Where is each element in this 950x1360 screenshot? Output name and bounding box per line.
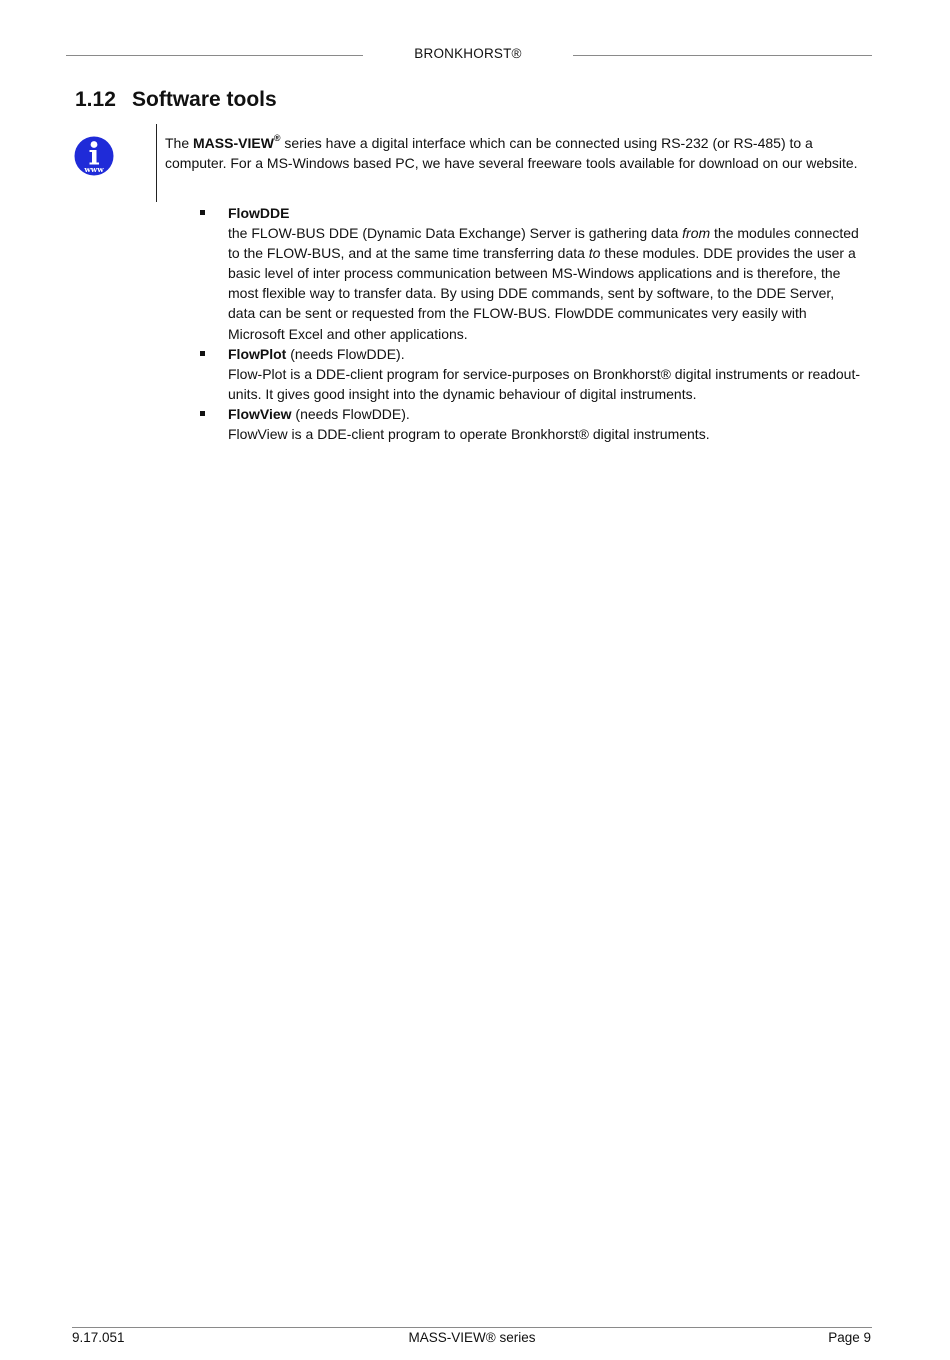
section-number: 1.12 [75,88,116,111]
tool-name: FlowView [228,405,292,422]
note-paragraph [165,133,865,173]
section-heading [75,88,277,112]
tool-description-part: these modules. DDE provides the user a basic level of inter process communication between MS-Windows applications and is therefore, the most flexible way to transfer data. By using DDE commands, sent by software, to the DDE Server, data can be sent or requested from the FLOW-BUS. FlowDDE communicates very easily with Microsoft Excel and other applications. [228,245,856,342]
note-body: series have a digital interface which can be connected using RS-232 (or RS-485) to a computer. For a MS-Windows based PC, we have several freeware tools available for download on our website. [165,135,858,171]
tool-suffix: (needs FlowDDE). [291,405,410,422]
note-product-mark: ® [273,133,281,143]
list-item-flowview [200,404,865,444]
info-icon-label: www [84,165,104,174]
tool-description: Flow-Plot is a DDE-client program for service-purposes on Bronkhorst® digital instruments or readout-units. It gives good insight into the dynamic behaviour of digital instruments. [228,365,861,402]
bullet-square-icon [200,351,205,356]
software-tools-list [200,203,865,444]
note-product-name: MASS-VIEW [193,135,274,151]
footer-page-number: Page 9 [828,1330,871,1345]
section-title: Software tools [132,88,277,111]
header-rule-left [66,55,363,56]
list-item-flowplot [200,344,865,404]
bullet-square-icon [200,210,205,215]
tool-suffix: (needs FlowDDE). [286,345,405,362]
tool-name: FlowDDE [228,205,290,221]
header-rule-right [573,55,872,56]
tool-name: FlowPlot [228,345,287,362]
tool-description-emphasis: from [682,225,711,242]
footer-series: MASS-VIEW® series [408,1330,536,1345]
note-prefix: The [165,135,194,151]
bullet-square-icon [200,411,205,416]
list-item-flowdde [200,203,865,344]
tool-description [228,223,865,344]
header-brand: BRONKHORST® [414,46,522,61]
tool-description-part: the modules connected to the FLOW-BUS, and at the same time transferring data [228,225,859,262]
footer-rule [72,1327,872,1328]
footer-doc-number: 9.17.051 [72,1330,125,1345]
tool-description: FlowView is a DDE-client program to operate Bronkhorst® digital instruments. [228,426,710,443]
note-divider [156,124,157,202]
info-www-icon [74,136,114,176]
tool-description-emphasis: to [588,245,601,262]
tool-description-part: the FLOW-BUS DDE (Dynamic Data Exchange) Server is gathering data [228,225,683,242]
